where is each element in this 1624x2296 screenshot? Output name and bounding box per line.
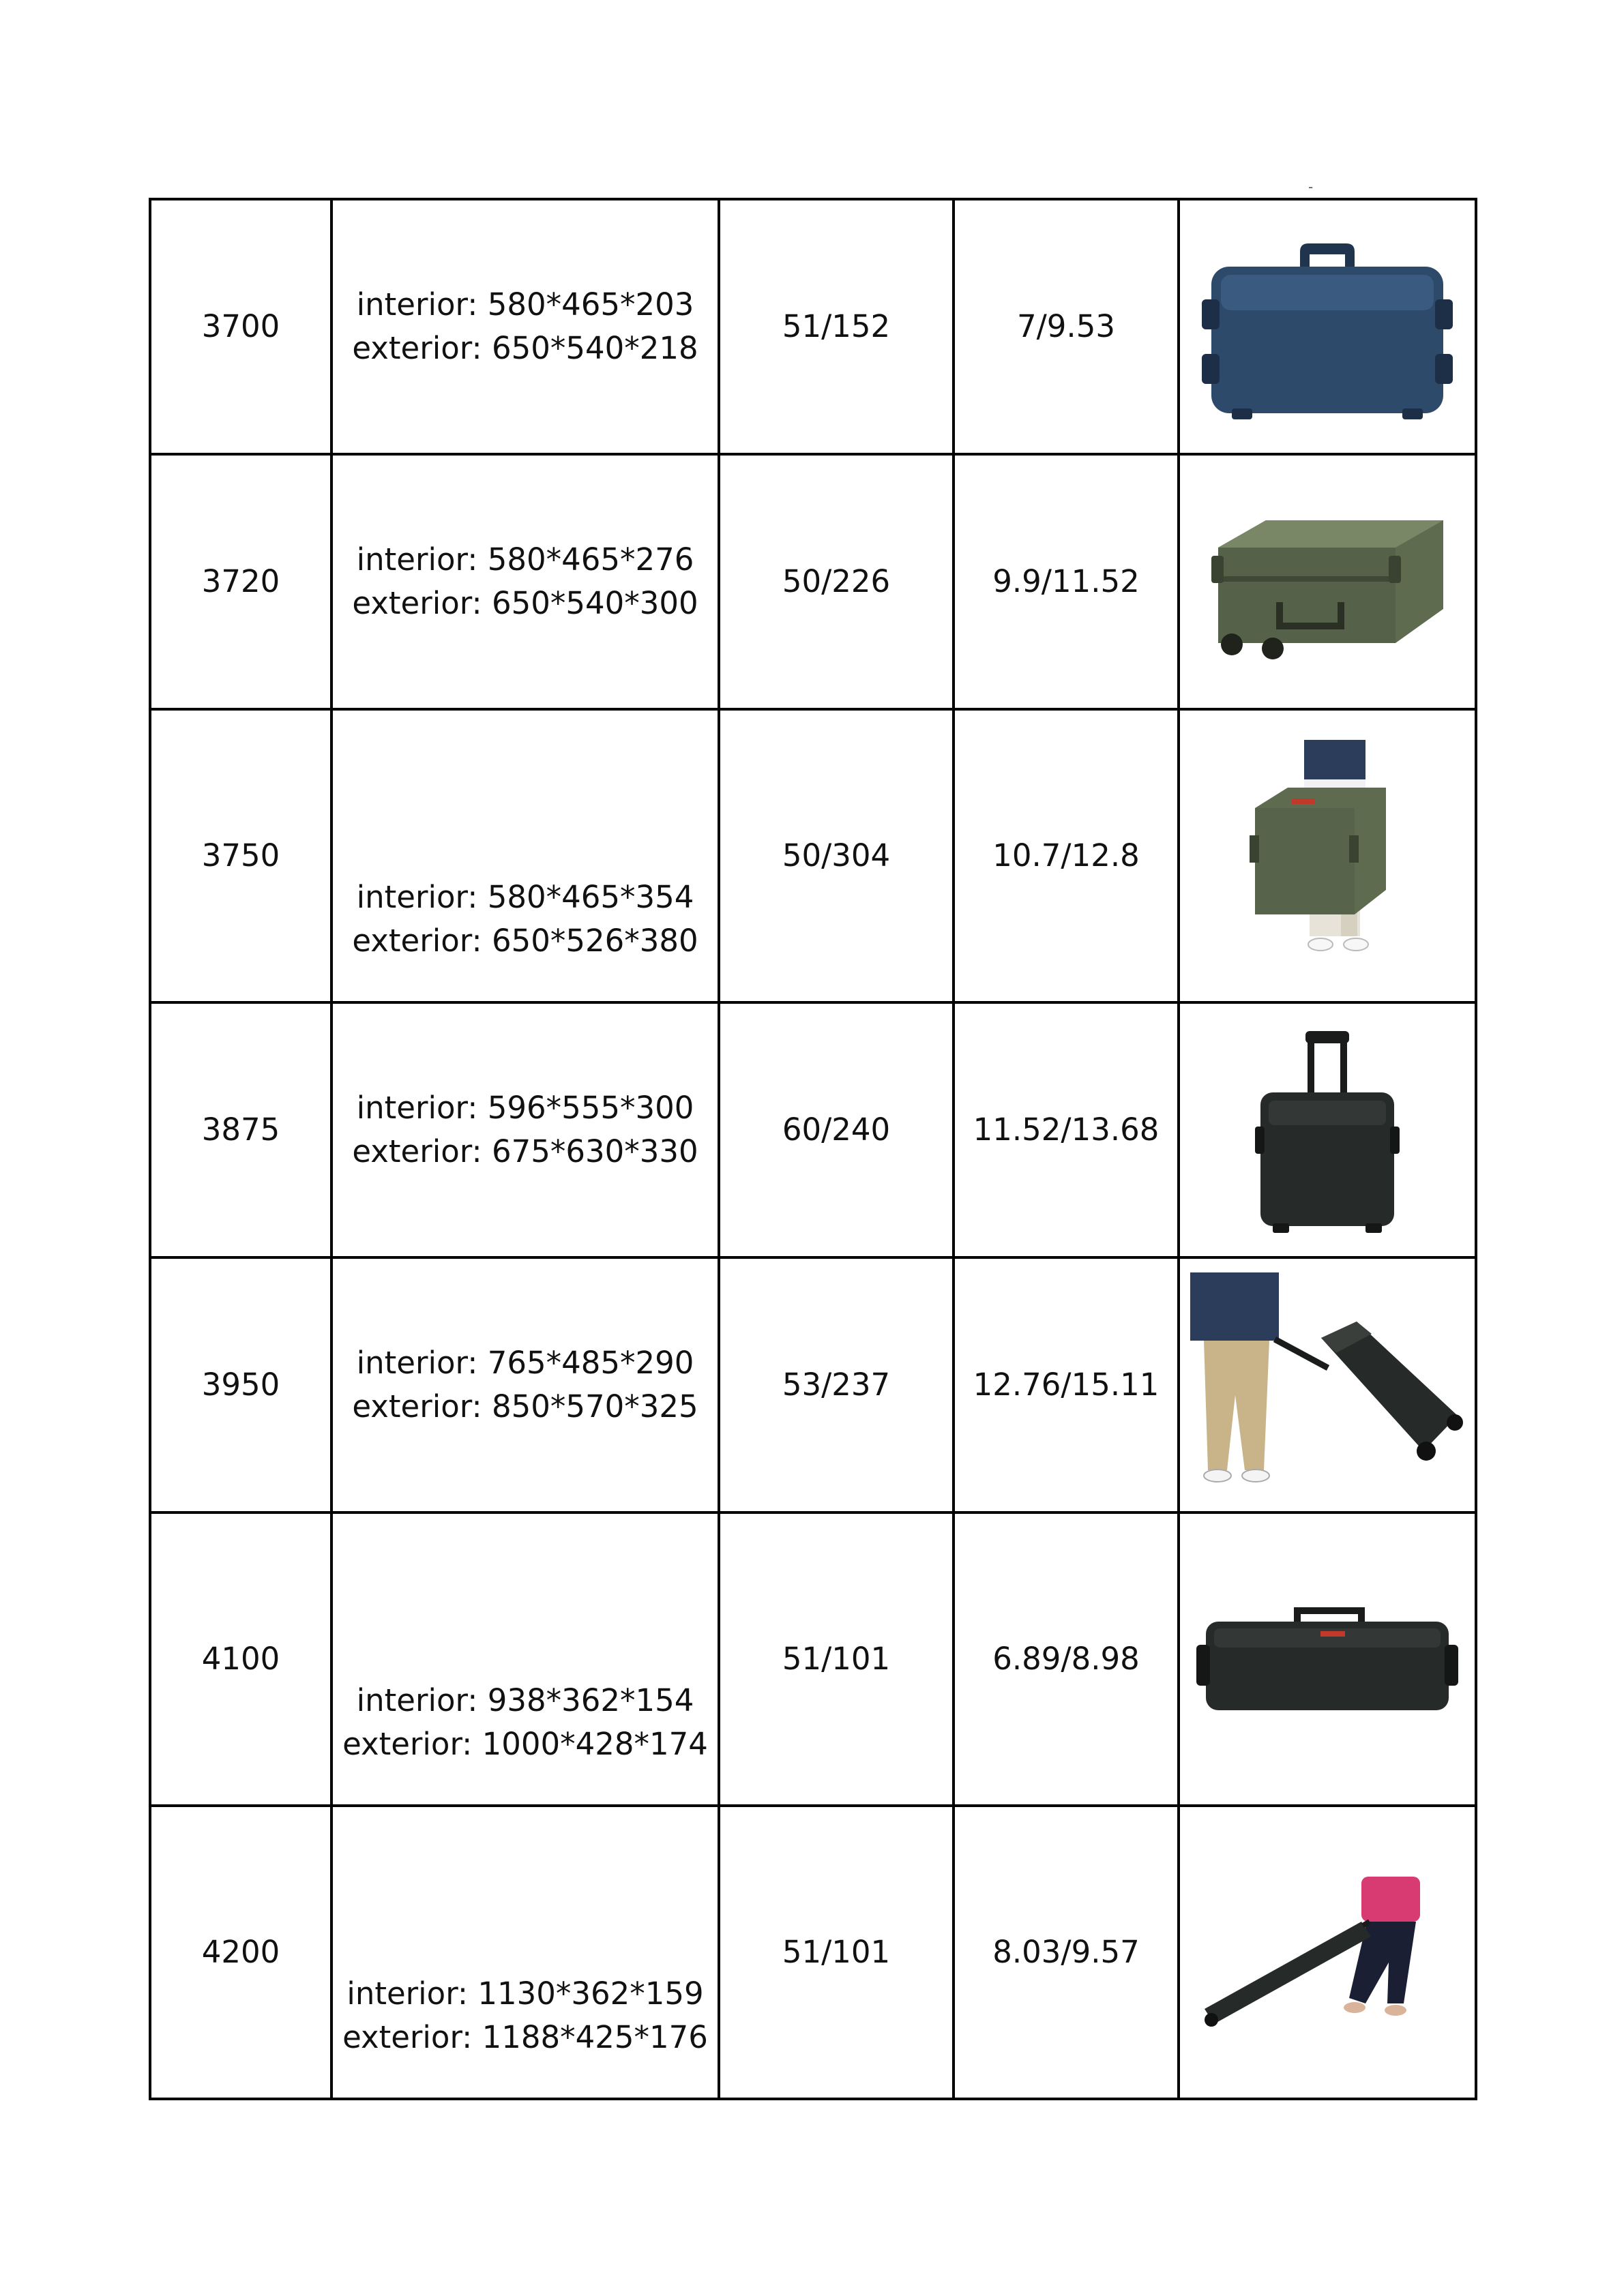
size-cell	[331, 1257, 719, 1512]
size-cell	[331, 1806, 719, 2099]
weight-cell: 7/9.53	[954, 199, 1179, 454]
capacity-cell: 51/101	[719, 1512, 954, 1806]
model-cell: 3720	[150, 454, 331, 709]
person-pulling-case-icon	[1187, 1272, 1467, 1497]
model-cell: 3700	[150, 199, 331, 454]
size-cell	[331, 1002, 719, 1257]
interior-dimensions: interior: 938*362*154	[356, 1682, 694, 1718]
table-row	[150, 1002, 1476, 1257]
interior-dimensions: interior: 765*485*290	[356, 1345, 694, 1381]
weight-cell: 10.7/12.8	[954, 709, 1179, 1002]
interior-dimensions: interior: 596*555*300	[356, 1090, 694, 1126]
photo-cell	[1179, 709, 1476, 1002]
table-row	[150, 454, 1476, 709]
photo-cell	[1179, 1806, 1476, 2099]
weight-cell: 9.9/11.52	[954, 454, 1179, 709]
capacity-cell: 51/152	[719, 199, 954, 454]
black-trolley-case-icon	[1245, 1024, 1409, 1236]
model-cell: 4200	[150, 1806, 331, 2099]
model-cell: 3950	[150, 1257, 331, 1512]
table-row	[150, 1512, 1476, 1806]
photo-cell	[1179, 1257, 1476, 1512]
page-edge-mark: -	[1308, 179, 1314, 195]
photo-cell	[1179, 1512, 1476, 1806]
model-cell: 3750	[150, 709, 331, 1002]
exterior-dimensions: exterior: 650*540*300	[352, 585, 698, 621]
capacity-cell: 50/226	[719, 454, 954, 709]
weight-cell: 6.89/8.98	[954, 1512, 1179, 1806]
weight-cell: 11.52/13.68	[954, 1002, 1179, 1257]
spec-table	[149, 198, 1477, 2100]
exterior-dimensions: exterior: 675*630*330	[352, 1133, 698, 1169]
size-cell	[331, 454, 719, 709]
exterior-dimensions: exterior: 1188*425*176	[342, 2019, 708, 2055]
table-row	[150, 1806, 1476, 2099]
olive-wheeled-case-icon	[1191, 500, 1464, 664]
photo-cell	[1179, 199, 1476, 454]
interior-dimensions: interior: 580*465*203	[356, 286, 694, 323]
interior-dimensions: interior: 1130*362*159	[346, 1976, 704, 2012]
capacity-cell: 51/101	[719, 1806, 954, 2099]
interior-dimensions: interior: 580*465*276	[356, 541, 694, 578]
photo-cell	[1179, 454, 1476, 709]
size-cell	[331, 199, 719, 454]
exterior-dimensions: exterior: 650*526*380	[352, 923, 698, 959]
capacity-cell: 60/240	[719, 1002, 954, 1257]
interior-dimensions: interior: 580*465*354	[356, 879, 694, 915]
model-cell: 4100	[150, 1512, 331, 1806]
table-row	[150, 199, 1476, 454]
photo-cell	[1179, 1002, 1476, 1257]
table-row	[150, 709, 1476, 1002]
weight-cell: 12.76/15.11	[954, 1257, 1179, 1512]
long-black-case-icon	[1191, 1601, 1464, 1717]
weight-cell: 8.03/9.57	[954, 1806, 1179, 2099]
person-carrying-case-icon	[1239, 740, 1416, 972]
exterior-dimensions: exterior: 650*540*218	[352, 330, 698, 366]
size-cell	[331, 709, 719, 1002]
person-pulling-long-case-icon	[1191, 1874, 1464, 2031]
blue-case-icon	[1191, 224, 1464, 429]
capacity-cell: 53/237	[719, 1257, 954, 1512]
capacity-cell: 50/304	[719, 709, 954, 1002]
model-cell: 3875	[150, 1002, 331, 1257]
exterior-dimensions: exterior: 1000*428*174	[342, 1726, 708, 1762]
size-cell	[331, 1512, 719, 1806]
exterior-dimensions: exterior: 850*570*325	[352, 1388, 698, 1425]
table-row	[150, 1257, 1476, 1512]
